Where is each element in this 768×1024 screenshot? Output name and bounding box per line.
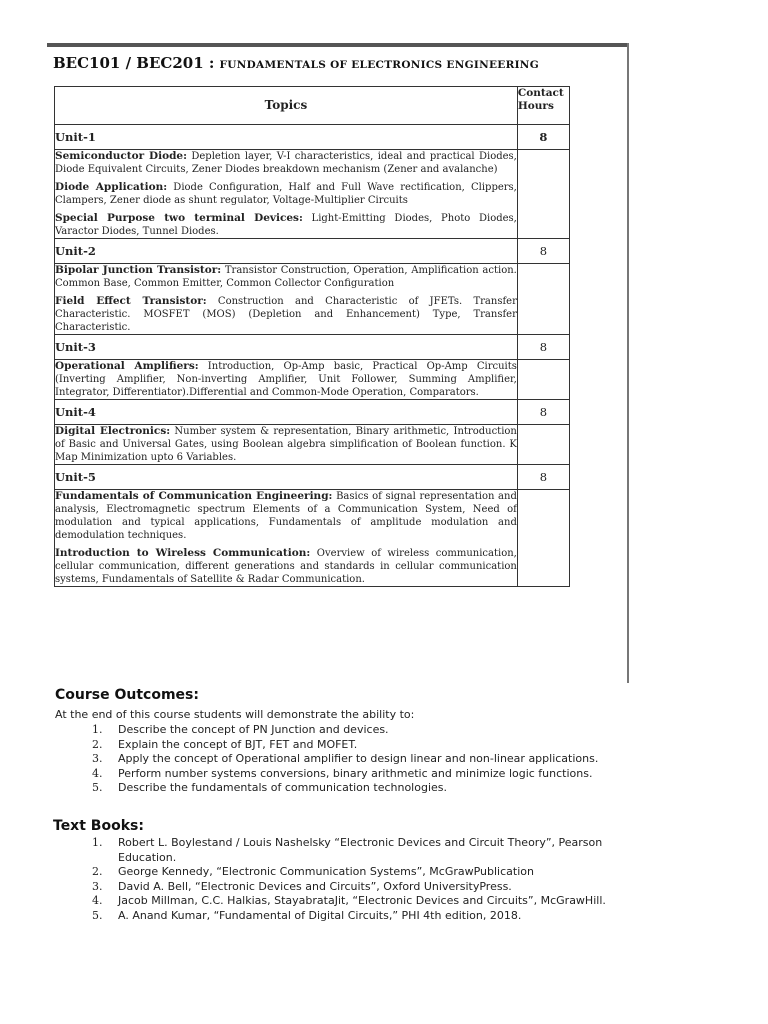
topic-paragraph: [55, 212, 517, 238]
unit-label: Unit-4: [55, 400, 518, 425]
topic-text: Depletion layer, V-I characteristics, ideal and practical Diodes, Diode Equivalent Circuits, Zener Diodes breakdown mechanism (Zener and avalanche): [55, 151, 517, 175]
unit-content: [55, 360, 518, 400]
topic-title: Semiconductor Diode:: [55, 150, 187, 162]
unit-label: Unit-1: [55, 125, 518, 150]
list-number: 5.: [92, 781, 103, 794]
page-right-rule: [627, 43, 629, 683]
list-number: 2.: [92, 737, 103, 751]
unit-hours: 8: [517, 239, 569, 264]
list-text: Apply the concept of Operational amplifier to design linear and non-linear applications.: [118, 752, 599, 765]
topic-paragraph: [55, 360, 517, 399]
textbooks-list: [92, 836, 632, 923]
topic-paragraph: [55, 181, 517, 207]
list-text: George Kennedy, “Electronic Communication Systems”, McGrawPublication: [118, 865, 534, 878]
textbook-item: [92, 894, 632, 909]
unit-content-hours-cell: [517, 425, 569, 465]
topic-text: Diode Configuration, Half and Full Wave rectification, Clippers, Clampers, Zener diode as shunt regulator, Voltage-Multiplier Circuits: [55, 182, 517, 206]
unit-label: Unit-5: [55, 465, 518, 490]
unit-content: [55, 264, 518, 335]
textbook-item: [92, 909, 632, 924]
list-text: David A. Bell, “Electronic Devices and Circuits”, Oxford UniversityPress.: [118, 879, 512, 893]
outcomes-title: Course Outcomes:: [55, 687, 199, 703]
topic-paragraph: [55, 264, 517, 290]
table-header-row: [55, 87, 570, 125]
list-text: Describe the concept of PN Junction and devices.: [118, 723, 389, 736]
topic-text: Transistor Construction, Operation, Amplification action. Common Base, Common Emitter, Common Collector Configuration: [55, 265, 517, 289]
textbooks-title: Text Books:: [53, 818, 144, 834]
header-rule: [47, 43, 629, 47]
list-text: Describe the fundamentals of communication technologies.: [118, 781, 448, 794]
topic-text: Overview of wireless communication, cellular communication, different generations and standards in cellular communication systems, Fundamentals of Satellite & Radar Communication.: [55, 548, 517, 585]
topics-header: Topics: [55, 87, 518, 125]
unit-content-hours-cell: [517, 150, 569, 239]
unit-content-hours-cell: [517, 360, 569, 400]
list-number: 3.: [92, 879, 103, 893]
topic-title: Bipolar Junction Transistor:: [55, 264, 222, 276]
outcome-item: [92, 738, 632, 753]
list-number: 5.: [92, 908, 103, 922]
unit-row: [55, 335, 570, 360]
outcome-item: [92, 723, 632, 738]
outcomes-list: [92, 723, 632, 796]
unit-label: Unit-2: [55, 239, 518, 264]
list-text: Jacob Millman, C.C. Halkias, StayabrataJit, “Electronic Devices and Circuits”, McGrawHill.: [118, 894, 606, 907]
list-text: Perform number systems conversions, binary arithmetic and minimize logic functions.: [118, 766, 593, 780]
textbook-item: [92, 836, 632, 865]
topic-title: Field Effect Transistor:: [55, 295, 207, 307]
unit-content-row: [55, 150, 570, 239]
unit-content: [55, 490, 518, 587]
unit-content-row: [55, 425, 570, 465]
list-number: 4.: [92, 766, 103, 780]
textbook-item: [92, 865, 632, 880]
topic-paragraph: [55, 547, 517, 586]
course-title: [53, 53, 628, 72]
course-name: FUNDAMENTALS OF ELECTRONICS ENGINEERING: [219, 59, 539, 71]
syllabus-table: [54, 86, 570, 587]
unit-row: [55, 125, 570, 150]
unit-content: [55, 150, 518, 239]
list-text: A. Anand Kumar, “Fundamental of Digital Circuits,” PHI 4th edition, 2018.: [118, 908, 522, 922]
list-number: 2.: [92, 865, 103, 878]
list-text: Explain the concept of BJT, FET and MOFET.: [118, 737, 358, 751]
list-number: 1.: [92, 836, 103, 849]
topic-text: Construction and Characteristic of JFETs. Transfer Characteristic. MOSFET (MOS) (Depletion and Enhancement) Type, Transfer Characteristic.: [55, 296, 517, 333]
unit-content-row: [55, 360, 570, 400]
unit-hours: 8: [517, 125, 569, 150]
topic-text: Light-Emitting Diodes, Photo Diodes, Varactor Diodes, Tunnel Diodes.: [55, 213, 517, 237]
list-number: 3.: [92, 752, 103, 765]
unit-row: [55, 239, 570, 264]
unit-hours: 8: [517, 465, 569, 490]
outcome-item: [92, 767, 632, 782]
topic-title: Special Purpose two terminal Devices:: [55, 212, 303, 224]
outcomes-intro: At the end of this course students will demonstrate the ability to:: [55, 708, 415, 721]
hours-header: Contact Hours: [517, 87, 569, 125]
unit-content-row: [55, 490, 570, 587]
course-code: BEC101 / BEC201 :: [53, 54, 215, 72]
topic-title: Introduction to Wireless Communication:: [55, 547, 311, 559]
topic-title: Operational Amplifiers:: [55, 360, 199, 372]
outcome-item: [92, 781, 632, 796]
unit-content-hours-cell: [517, 264, 569, 335]
unit-row: [55, 400, 570, 425]
topic-text: Introduction, Op-Amp basic, Practical Op-Amp Circuits (Inverting Amplifier, Non-inverting Amplifier, Unit Follower, Summing Amplifier, Integrator, Differentiator).Differential and Common-Mode Operation, Comparators.: [55, 361, 517, 398]
textbook-item: [92, 880, 632, 895]
topic-paragraph: [55, 425, 517, 464]
topic-title: Fundamentals of Communication Engineering:: [55, 490, 333, 502]
topic-title: Digital Electronics:: [55, 425, 171, 437]
list-text: Robert L. Boylestand / Louis Nashelsky “Electronic Devices and Circuit Theory”, Pearson Education.: [118, 836, 603, 864]
topic-title: Diode Application:: [55, 181, 168, 193]
topic-text: Basics of signal representation and analysis, Electromagnetic spectrum Elements of a Communication System, Need of modulation and typical applications, Fundamentals of amplitude modulation and demodulation techniques.: [55, 491, 517, 541]
unit-label: Unit-3: [55, 335, 518, 360]
unit-content-row: [55, 264, 570, 335]
topic-paragraph: [55, 150, 517, 176]
list-number: 1.: [92, 723, 103, 736]
unit-hours: 8: [517, 335, 569, 360]
unit-hours: 8: [517, 400, 569, 425]
unit-content-hours-cell: [517, 490, 569, 587]
topic-text: Number system & representation, Binary arithmetic, Introduction of Basic and Universal Gates, using Boolean algebra simplification of Boolean function. K Map Minimization upto 6 Variables.: [55, 426, 517, 463]
unit-row: [55, 465, 570, 490]
unit-content: [55, 425, 518, 465]
list-number: 4.: [92, 894, 103, 907]
topic-paragraph: [55, 295, 517, 334]
outcome-item: [92, 752, 632, 767]
topic-paragraph: [55, 490, 517, 542]
